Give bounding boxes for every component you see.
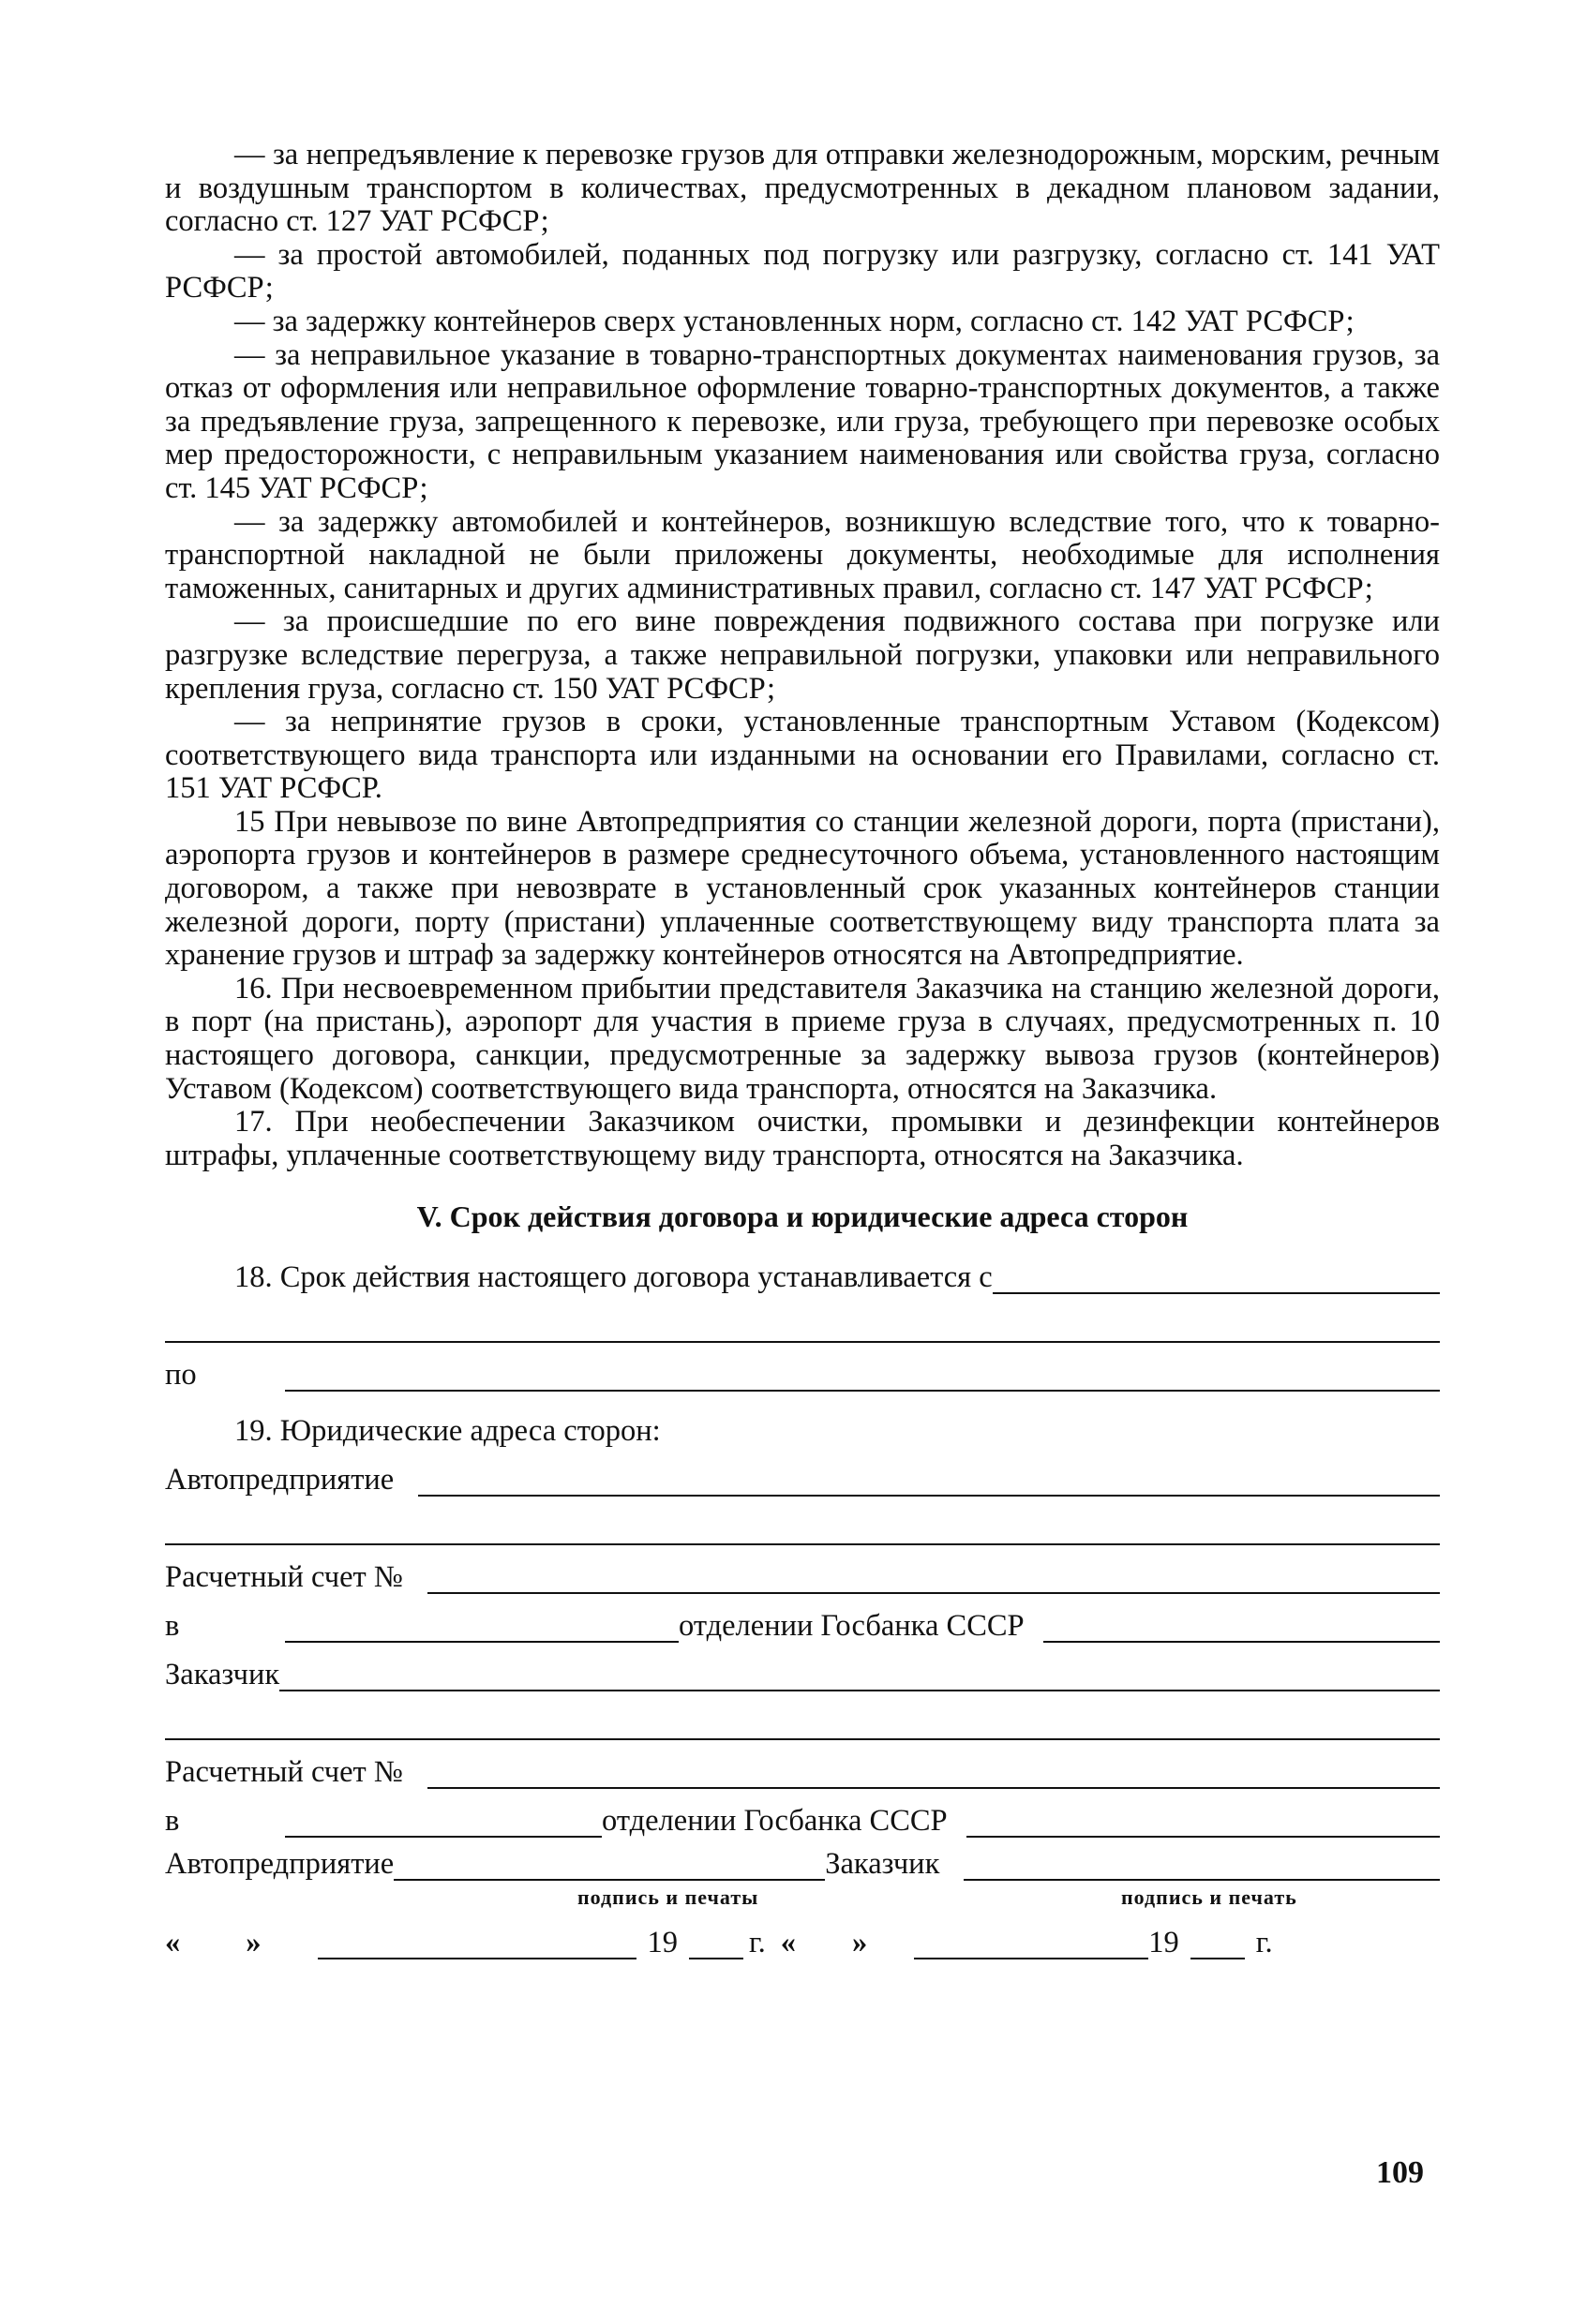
customer-address-blank-2[interactable]: [165, 1710, 1440, 1740]
paragraph: — за неправильное указание в товарно-транспортных документах наименования грузов, за отказ от оформления или неправильное оформление товарно-транспортных документов, а также за предъявление груза, запрещенного к перевозке, или груза, требующего при перевозке особых мер предосторожности, с неправильным указанием наименования или свойства груза, согласно ст. 145 УАТ РСФСР;: [165, 337, 1440, 505]
customer-sign-label: Заказчик: [825, 1846, 940, 1881]
v-label: в: [165, 1608, 180, 1643]
addresses-label: 19. Юридические адреса сторон:: [234, 1413, 661, 1448]
customer-address-row-2: [165, 1691, 1440, 1740]
paragraph: — за задержку контейнеров сверх установленных норм, согласно ст. 142 УАТ РСФСР;: [234, 304, 1355, 338]
account-label: Расчетный счет №: [165, 1559, 403, 1594]
section-heading: V. Срок действия договора и юридические адреса сторон: [416, 1199, 1189, 1234]
paragraph: 17. При необеспечении Заказчиком очистки, промывки и дезинфекции контейнеров штрафы, уплаченные соответствующему виду транспорта, относятся на Заказчика.: [165, 1105, 1440, 1172]
paragraph: — за происшедшие по его вине повреждения подвижного состава при погрузке или разгрузке вследствие перегруза, а также неправильной погрузки, упаковки или неправильного крепления груза, согласно ст. 150 УАТ РСФСР;: [165, 604, 1440, 706]
customer-bank-city-blank[interactable]: [285, 1808, 602, 1838]
autoenterprise-sign-label: Автопредприятие: [165, 1846, 395, 1881]
page-number: 109: [1376, 2155, 1424, 2190]
year-suffix-left: г.: [749, 1925, 766, 1959]
autoenterprise-address-row: [165, 1448, 1440, 1497]
addresses-row: [165, 1392, 1440, 1448]
paragraph: — за непредъявление к перевозке грузов для отправки железнодорожным, морским, речным и воздушным транспортом в количествах, предусмотренных в декадном плановом задании, согласно ст. 127 УАТ РСФСР;: [165, 138, 1440, 239]
sign-caption-right: подпись и печать: [1121, 1885, 1297, 1910]
form-section: [165, 1245, 1440, 1959]
paragraph: 15 При невывозе по вине Автопредприятия со станции железной дороги, порта (пристани), аэропорта грузов и контейнеров в размере среднесуточного объема, установленного настоящим договором, а также при невозврате в установленный срок указанных контейнеров станции железной дороги, порту (пристани) уплаченные соответствующему виду транспорта плата за хранение грузов и штраф за задержку контейнеров относятся на Автопредприятие.: [165, 804, 1440, 973]
term-end-blank[interactable]: [285, 1362, 1440, 1392]
bank-city-blank[interactable]: [285, 1613, 679, 1643]
branch-label: отделении Госбанка СССР: [679, 1608, 1025, 1643]
autoenterprise-address-row-2: [165, 1497, 1440, 1545]
bank-branch-blank[interactable]: [1043, 1613, 1440, 1643]
customer-address-row: [165, 1643, 1440, 1691]
customer-account-blank[interactable]: [427, 1759, 1440, 1789]
quote-open: «: [165, 1925, 181, 1959]
term-start-blank-continued[interactable]: [165, 1313, 1440, 1343]
autoenterprise-address-blank-2[interactable]: [165, 1515, 1440, 1545]
date-right-blank[interactable]: [914, 1929, 1148, 1959]
customer-branch-label: отделении Госбанка СССР: [602, 1803, 948, 1838]
autoenterprise-address-blank[interactable]: [418, 1467, 1440, 1497]
autoenterprise-label: Автопредприятие: [165, 1462, 395, 1497]
page-content: [165, 139, 1440, 1959]
autoenterprise-signature-blank[interactable]: [394, 1851, 825, 1881]
customer-bank-row: [165, 1789, 1440, 1838]
term-end-row: [165, 1343, 1440, 1392]
quote-close-right: »: [852, 1925, 868, 1959]
customer-account-label: Расчетный счет №: [165, 1754, 403, 1789]
customer-v-label: в: [165, 1803, 180, 1838]
term-row-continued: [165, 1294, 1440, 1343]
paragraph: — за непринятие грузов в сроки, установленные транспортным Уставом (Кодексом) соответствующего вида транспорта или изданными на основании его Правилами, согласно ст. 151 УАТ РСФСР.: [165, 705, 1440, 806]
sign-caption-left: подпись и печаты: [577, 1885, 759, 1910]
quote-close: »: [246, 1925, 262, 1959]
account-row: [165, 1545, 1440, 1594]
year-prefix-left: 19: [647, 1925, 678, 1959]
term-row: [165, 1245, 1440, 1294]
paragraph: — за простой автомобилей, поданных под погрузку или разгрузку, согласно ст. 141 УАТ РСФСР;: [165, 237, 1440, 305]
term-start-blank[interactable]: [993, 1264, 1440, 1294]
customer-address-blank[interactable]: [279, 1661, 1440, 1691]
signature-row: [165, 1838, 1440, 1881]
date-left-blank[interactable]: [318, 1929, 636, 1959]
year-left-blank[interactable]: [689, 1929, 743, 1959]
quote-open-right: «: [780, 1925, 797, 1959]
account-blank[interactable]: [427, 1564, 1440, 1594]
customer-signature-blank[interactable]: [964, 1851, 1440, 1881]
customer-bank-branch-blank[interactable]: [966, 1808, 1440, 1838]
year-suffix-right: г.: [1255, 1925, 1273, 1959]
term-label: 18. Срок действия настоящего договора устанавливается с: [234, 1259, 993, 1294]
customer-account-row: [165, 1740, 1440, 1789]
year-right-blank[interactable]: [1190, 1929, 1245, 1959]
customer-label: Заказчик: [165, 1657, 280, 1691]
po-label: по: [165, 1357, 197, 1392]
bank-row: [165, 1594, 1440, 1643]
signature-captions: [165, 1881, 1440, 1910]
paragraph: — за задержку автомобилей и контейнеров, возникшую вследствие того, что к товарно-транспортной накладной не были приложены документы, необходимые для исполнения таможенных, санитарных и других административных правил, согласно ст. 147 УАТ РСФСР;: [165, 504, 1440, 605]
year-prefix-right: 19: [1148, 1925, 1179, 1959]
paragraph: 16. При несвоевременном прибытии представителя Заказчика на станцию железной дороги, в порт (на пристань), аэропорт для участия в приеме груза в случаях, предусмотренных п. 10 настоящего договора, санкции, предусмотренные за задержку вывоза грузов (контейнеров) Уставом (Кодексом) соответствующего вида транспорта, относятся на Заказчика.: [165, 971, 1440, 1106]
